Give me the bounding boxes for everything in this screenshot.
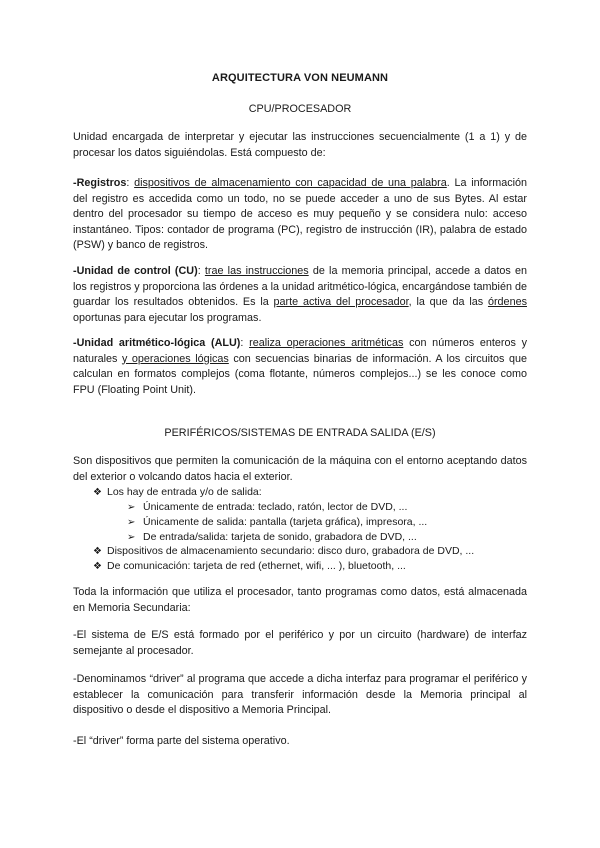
section-heading-cpu: CPU/PROCESADOR xyxy=(248,103,352,115)
control-underlined-2: parte activa del procesador xyxy=(273,296,409,308)
arrow-bullet-icon: ➢ xyxy=(127,517,136,528)
alu-rest: con secuencias binarias de información. A los circuitos que calculan en formatos complejos (coma flotante, números complejos...) se les conoce como FPU (Floating Point Unit). xyxy=(73,352,527,396)
list-item-text: Los hay de entrada y/o de salida: xyxy=(107,486,262,498)
list-item-comunicacion xyxy=(93,559,406,574)
alu-underlined-2: y operaciones lógicas xyxy=(121,352,229,365)
alu-underlined: realiza operaciones aritméticas xyxy=(249,337,404,349)
alu-label: -Unidad aritmético-lógica (ALU) xyxy=(73,337,241,349)
registros-underlined: dispositivos de almacenamiento con capacidad de una palabra xyxy=(134,177,447,189)
diamond-bullet-icon: ❖ xyxy=(93,546,102,557)
registros-rest: . La información del registro es accedida como un todo, no se puede acceder a uno de sus Bytes. Al estar dentro del procesador su tiempo de acceso es muy pequeño y se considera nulo: acceso instantáneo. Tipos: contador de programa (PC), registro de instrucción (IR), palabra de estado (PSW) y banco de registros. xyxy=(73,177,528,251)
driver-paragraph: -Denominamos “driver” al programa que accede a dicha interfaz para programar el periférico y establecer la comunicación para transferir información desde la Memoria principal al dispositivo o desde el dispositivo a Memoria Principal. xyxy=(73,673,527,716)
registros-sep: : xyxy=(126,177,135,189)
control-sep: : xyxy=(197,265,205,277)
alu-paragraph xyxy=(73,336,527,398)
section-heading-perifericos: PERIFÉRICOS/SISTEMAS DE ENTRADA SALIDA (E/S) xyxy=(164,427,436,439)
arrow-bullet-icon: ➢ xyxy=(127,532,136,543)
control-label: -Unidad de control (CU) xyxy=(73,265,198,277)
sistema-es-paragraph: -El sistema de E/S está formado por el periférico y por un circuito (hardware) de interfaz semejante al procesador. xyxy=(73,629,527,657)
control-underlined: trae las instrucciones xyxy=(204,265,309,277)
sublist-item-entrada xyxy=(127,500,407,515)
memoria-secundaria-paragraph: Toda la información que utiliza el procesador, tanto programas como datos, está almacenada en Memoria Secundaria: xyxy=(73,586,527,614)
alu-mid: con números enteros y naturales xyxy=(73,337,528,365)
control-underlined-3: órdenes xyxy=(487,296,527,308)
driver-os-paragraph: -El “driver” forma parte del sistema operativo. xyxy=(73,735,290,747)
sublist-item-entrada-salida xyxy=(127,530,417,545)
cpu-intro-paragraph: Unidad encargada de interpretar y ejecutar las instrucciones secuencialmente (1 a 1) y de procesar los datos siguiéndolas. Está compuesto de: xyxy=(73,131,527,159)
arrow-bullet-icon: ➢ xyxy=(127,502,136,513)
control-mid: de la memoria principal, accede a datos en los registros y proporciona las órdenes a la unidad aritmético-lógica, encargándose también de guardar los resultados obtenidos. Es la xyxy=(73,265,528,308)
list-item-text: Dispositivos de almacenamiento secundario: disco duro, grabadora de DVD, ... xyxy=(107,545,475,557)
diamond-bullet-icon: ❖ xyxy=(93,487,102,498)
diamond-bullet-icon: ❖ xyxy=(93,561,102,572)
control-unit-paragraph xyxy=(73,264,527,326)
registros-paragraph xyxy=(73,176,527,254)
control-rest: oportunas para ejecutar los programas. xyxy=(73,311,262,324)
list-item-entrada-salida xyxy=(93,485,262,500)
page-title: ARQUITECTURA VON NEUMANN xyxy=(211,72,389,84)
control-mid-2: , la que da las xyxy=(408,296,488,308)
registros-label: -Registros xyxy=(73,177,127,189)
list-item-text: De comunicación: tarjeta de red (ethernet, wifi, ... ), bluetooth, ... xyxy=(107,560,406,572)
sublist-item-text: Únicamente de entrada: teclado, ratón, lector de DVD, ... xyxy=(143,501,408,513)
sublist-item-text: Únicamente de salida: pantalla (tarjeta gráfica), impresora, ... xyxy=(143,516,428,528)
list-item-almacenamiento xyxy=(93,544,474,559)
sublist-item-text: De entrada/salida: tarjeta de sonido, grabadora de DVD, ... xyxy=(143,531,417,543)
sublist-item-salida xyxy=(127,515,427,530)
perifericos-intro-paragraph: Son dispositivos que permiten la comunicación de la máquina con el entorno aceptando datos del exterior o volcando datos hacia el exterior. xyxy=(73,455,527,483)
alu-sep: : xyxy=(240,337,250,349)
